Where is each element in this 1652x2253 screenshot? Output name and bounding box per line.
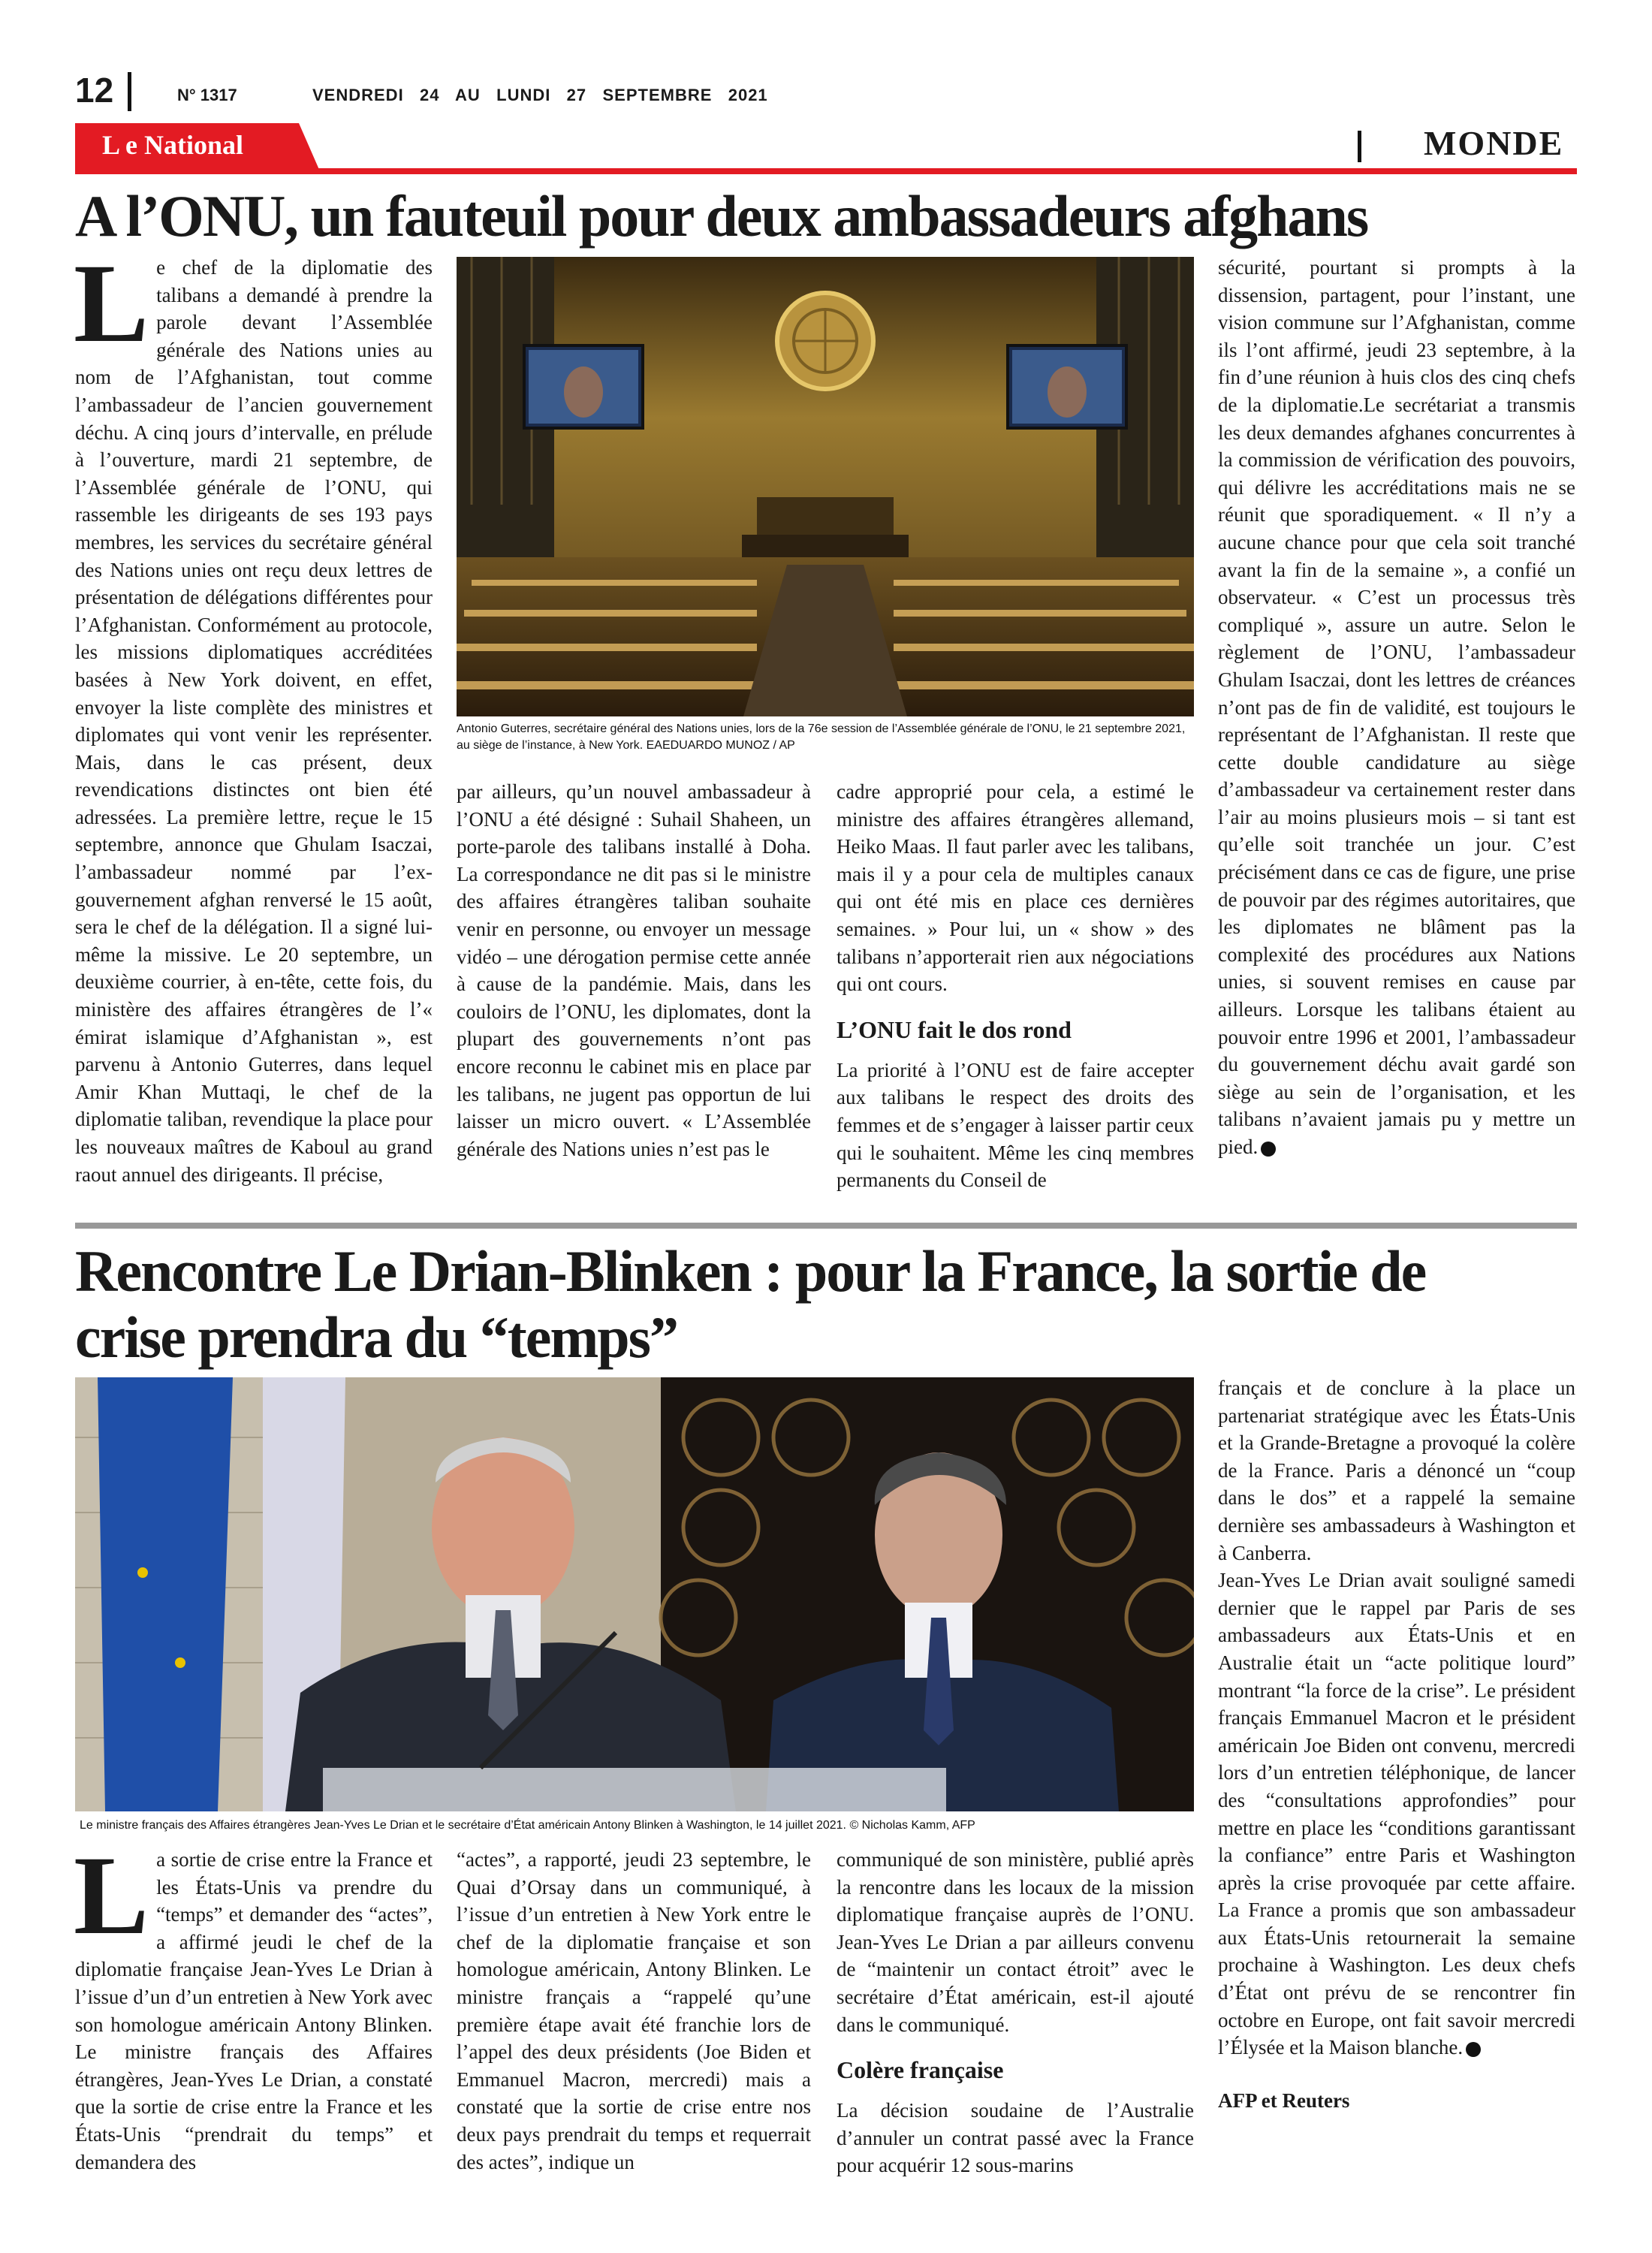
header-rule <box>75 168 1577 174</box>
article2-column-3 <box>837 1846 1194 2179</box>
end-of-article-icon <box>1261 1142 1276 1157</box>
article2-subhead: Colère française <box>837 2056 1004 2084</box>
article2-col1-text: a sortie de crise entre la France et les États-Unis va prendre du “temps” et demander des “actes”, a affirmé jeudi le chef de la diplomatie française Jean-Yves Le Drian à l’issue d’un d’un entretien à New York avec son homologue américain Antony Blinken. Le ministre français des Affaires étrangères, Jean-Yves Le Drian, a constaté que la sortie de crise entre la France et les États-Unis “prendrait du temps” et demandera des <box>75 1848 433 2173</box>
article2-column-1 <box>74 1833 433 2176</box>
article1-photo-caption: Antonio Guterres, secrétaire général des Nations unies, lors de la 76e session de l’Assemblée générale de l’ONU, le 21 septembre 2021, au siège de l’instance, à New York. EAEDUARDO MUNOZ / AP <box>457 722 1186 752</box>
page-number: 12 <box>75 71 114 110</box>
article2-col4a-text: français et de conclure à la place un partenariat stratégique avec les États-Unis et la Grande-Bretagne a provoqué la colère de la France. Paris a dénoncé un “coup dans le dos” et a rappelé la semaine dernière ses ambassadeurs à Washington et à Canberra. <box>1218 1377 1575 1564</box>
page-number-divider <box>128 72 131 111</box>
article2-dropcap: L <box>74 1833 149 1958</box>
article2-col4b-text: Jean-Yves Le Drian avait souligné samedi dernier que le rappel par Paris de ses ambassadeurs aux États-Unis et en Australie était un “acte politique lourd” montrant “la force de la crise”. Le président français Emmanuel Macron et le président américain Joe Biden ont convenu, mercredi lors d’un entretien téléphonique, de lancer des “consultations approfondies” pour mettre en place les “conditions garantissant la confiance” entre Paris et Washington après la crise provoquée par cette affaire. La France a promis que son ambassadeur aux États-Unis retournerait la semaine prochaine à Washington. Les deux chefs d’État ont prévu de se rencontrer fin octobre en Europe, ont fait savoir mercredi l’Élysée et la Maison blanche. <box>1218 1569 1575 2059</box>
article1-col1-text: e chef de la diplomatie des talibans a demandé à prendre la parole devant l’Assemblée générale des Nations unies au nom de l’Afghanistan, tout comme l’ambassadeur de l’ancien gouvernement déchu. A cinq jours d’intervalle, en prélude à l’ouverture, mardi 21 septembre, de l’Assemblée générale de l’ONU, qui rassemble les dirigeants de ses 193 pays membres, les services du secrétaire général des Nations unies ont reçu deux lettres de présentation de délégations différentes pour l’Afghanistan. Conformément au protocole, les missions diplomatiques accréditées basées à New York doivent, en effet, envoyer la liste complète des ministres et diplomates qui vont venir les représenter. Mais, dans le cas présent, deux revendications distinctes ont bien été adressées. La première lettre, reçue le 15 septembre, annonce que Ghulam Isaczai, l’ambassadeur nommé par l’ex-gouvernement afghan renversé le 15 août, sera le chef de la délégation. Il a signé lui-même la missive. Le 20 septembre, un deuxième courrier, à en-tête, cette fois, du ministère des affaires étrangères de l’« émirat islamique d’Afghanistan », est parvenu à Antonio Guterres, dans lequel Amir Khan Muttaqi, le chef de la diplomatie taliban, revendique la place pour les nouveaux maîtres de Kaboul au grand raout annuel des dirigeants. Il précise, <box>75 256 433 1186</box>
end-of-article-icon <box>1466 2042 1481 2057</box>
section-name: MONDE <box>1424 124 1564 162</box>
article2-signature: AFP et Reuters <box>1218 2089 1350 2112</box>
article2-col3-text: communiqué de son ministère, publié après la rencontre dans les locaux de la mission diplomatique française auprès de l’ONU. Jean-Yves Le Drian a par ailleurs convenu de “maintenir un contact étroit” avec le secrétaire d’État américain, est-il ajouté dans le communiqué. <box>837 1848 1194 2036</box>
article1-col2-text: par ailleurs, qu’un nouvel ambassadeur à l’ONU a été désigné : Suhail Shaheen, un porte-parole des talibans installé à Doha. La correspondance ne dit pas si le ministre des affaires étrangères taliban souhaite venir en personne, ou envoyer un message vidéo – une dérogation permise cette année à cause de la pandémie. Mais, dans les couloirs de l’ONU, les diplomates, dont la plupart des gouvernements n’ont pas encore reconnu le cabinet mis en place par les talibans, ne jugent pas opportun de lui laisser un micro ouvert. « L’Assemblée générale des Nations unies n’est pas le <box>457 780 811 1160</box>
article2-column-2 <box>457 1846 811 2176</box>
article1-col3-text: cadre approprié pour cela, a estimé le ministre des affaires étrangères allemand, Heiko Maas. Il faut parler avec les talibans, mais il y a pour cela de multiples canaux qui ont été mis en place ces dernières semaines. » Pour lui, un « show » des talibans n’apporterait rien aux négociations qui ont cours. <box>837 780 1194 996</box>
article1-column-2 <box>457 778 811 1163</box>
article2-col2-text: “actes”, a rapporté, jeudi 23 septembre, le Quai d’Orsay dans un communiqué, à l’issue d’un entretien à New York entre le chef de la diplomatie française et son homologue américain, Antony Blinken. Le ministre français a “rappelé qu’une première étape avait été franchie lors de l’appel des deux présidents (Joe Biden et Emmanuel Macron, mercredi) mais a constaté que la sortie de crise entre nos deux pays prendrait du temps et requerrait des actes”, indique un <box>457 1848 811 2173</box>
article1-column-4 <box>1218 254 1575 1161</box>
article1-col4-text: sécurité, pourtant si prompts à la dissension, partagent, pour l’instant, une vision commune sur l’Afghanistan, comme ils l’ont affirmé, jeudi 23 septembre, à la fin d’une réunion à huis clos des cinq chefs de la diplomatie.Le secrétariat a transmis les deux demandes afghanes concurrentes à la commission de vérification des pouvoirs, qui délivre les accréditations mais ne se réunit que sporadiquement. « Il n’y a aucune chance pour que cela soit tranché avant la fin de la semaine », a confié un observateur. « C’est un processus très compliqué », assure un autre. Selon le règlement de l’ONU, l’ambassadeur Ghulam Isaczai, dont les lettres de créances n’ont pas de fin de validité, est toujours le représentant de l’Afghanistan. Il reste que cette double candidature au siège d’ambassadeur va certainement rester dans l’air au moins plusieurs mois – si tant est qu’elle soit tranchée un jour. C’est précisément dans ce cas de figure, une prise de pouvoir par des régimes autoritaires, que les diplomates ne blâment pas la complexité des procédures aux Nations unies, si souvent remises en cause par ailleurs. Lorsque les talibans étaient au pouvoir entre 1996 et 2001, l’ambassadeur du gouvernement déchu avait gardé son siège au sein de l’organisation, et les talibans n’avaient jamais pu y mettre un pied. <box>1218 256 1575 1158</box>
article2-title-line-2: crise prendra du “temps” <box>75 1304 678 1370</box>
article-separator <box>75 1223 1577 1229</box>
issue-date: VENDREDI 24 AU LUNDI 27 SEPTEMBRE 2021 <box>312 86 768 104</box>
article1-title: A l’ONU, un fauteuil pour deux ambassadeurs afghans <box>75 183 1368 249</box>
article1-column-3 <box>837 778 1194 1194</box>
brand-name: L e National <box>102 130 244 160</box>
article2-column-4 <box>1218 1374 1575 2114</box>
un-assembly-photo <box>457 257 1194 716</box>
le-drian-blinken-photo <box>75 1377 1194 1811</box>
article1-column-1 <box>74 241 433 1188</box>
article1-dropcap: L <box>74 241 149 366</box>
article1-subhead: L’ONU fait le dos rond <box>837 1015 1072 1043</box>
issue-number: N° 1317 <box>177 86 237 104</box>
article2-col3b-text: La décision soudaine de l’Australie d’annuler un contrat passé avec la France pour acquérir 12 sous-marins <box>837 2099 1194 2177</box>
article2-photo-caption: Le ministre français des Affaires étrangères Jean-Yves Le Drian et le secrétaire d’État américain Antony Blinken à Washington, le 14 juillet 2021. © Nicholas Kamm, AFP <box>80 1819 975 1832</box>
section-divider <box>1358 131 1361 162</box>
article2-title-line-1: Rencontre Le Drian-Blinken : pour la France, la sortie de <box>75 1238 1426 1304</box>
article1-col3b-text: La priorité à l’ONU est de faire accepter aux talibans le respect des droits des femmes et de s’engager à laisser partir ceux qui le souhaitent. Même les cinq membres permanents du Conseil de <box>837 1058 1194 1192</box>
